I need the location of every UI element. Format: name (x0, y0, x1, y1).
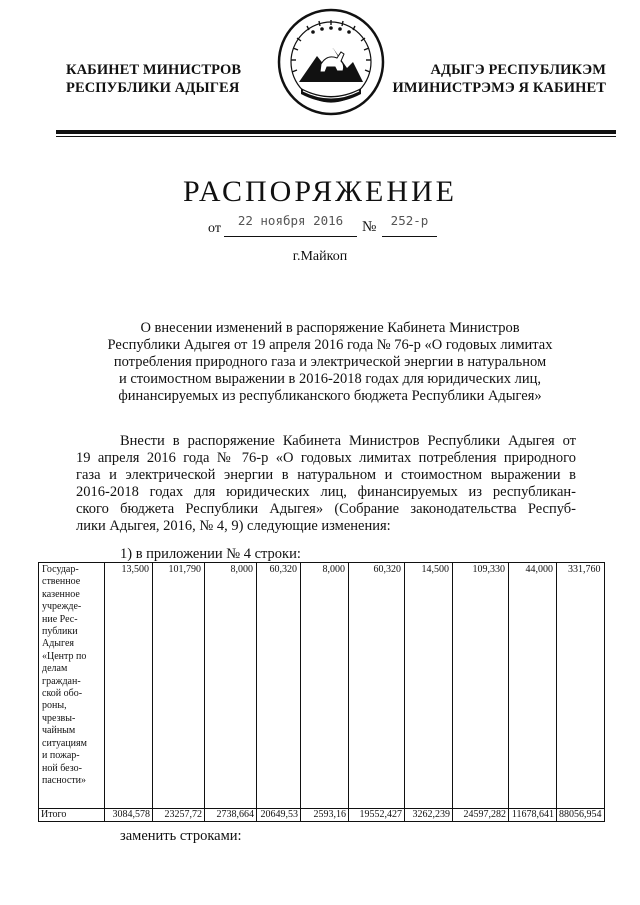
name-line: казенное (42, 588, 80, 600)
subject-line: Республики Адыгея от 19 апреля 2016 года № 76-р «О годовых лимитах (107, 337, 553, 353)
table-cell: 23257,72 (153, 809, 205, 822)
header-right (393, 61, 606, 97)
table-cell: 331,760 (557, 563, 605, 809)
replace-text: заменить строками: (120, 828, 242, 844)
table-cell: 14,500 (405, 563, 453, 809)
document-subject (60, 320, 600, 405)
name-line: Государ- (42, 564, 79, 575)
table-cell: 13,500 (105, 563, 153, 809)
header-right-line1: АДЫГЭ РЕСПУБЛИКЭМ (430, 62, 606, 78)
date-from-label: от (208, 221, 221, 236)
name-line: чайным (42, 725, 76, 737)
name-line: ственное (42, 576, 81, 588)
name-line: чрезвы- (42, 712, 76, 724)
table-row-total (39, 809, 605, 822)
name-line: ской обо- (42, 688, 83, 700)
table-cell: 8,000 (301, 563, 349, 809)
table-cell: 3084,578 (105, 809, 153, 822)
number-label: № (362, 219, 377, 235)
subject-line: О внесении изменений в распоряжение Кабинета Министров (140, 320, 520, 336)
coat-of-arms-emblem (277, 8, 385, 116)
table-cell-name (39, 563, 105, 809)
name-line: роны, (42, 700, 67, 712)
name-line: публики (42, 626, 78, 638)
table-cell: 60,320 (349, 563, 405, 809)
limits-table (38, 562, 605, 822)
table-cell: 8,000 (205, 563, 257, 809)
table-row (39, 563, 605, 809)
header-right-line2: ИМИНИСТРЭМЭ Я КАБИНЕТ (392, 80, 606, 96)
body-paragraph (76, 433, 576, 535)
subject-line: и стоимостном выражении в 2016-2018 годах для юридических лиц, (118, 371, 541, 387)
table-cell: 3262,239 (405, 809, 453, 822)
document-number: 252-р (390, 213, 429, 228)
table-cell: 44,000 (509, 563, 557, 809)
body-line: Внести в распоряжение Кабинета Министров Республики Адыгея от (120, 433, 576, 449)
body-line: 2016-2018 годах для юридических лиц, финансируемых из республикан- (76, 484, 576, 500)
table-cell: 88056,954 (557, 809, 605, 822)
table-cell: 11678,641 (509, 809, 557, 822)
name-line: «Центр по (42, 650, 87, 662)
table-cell: 20649,53 (257, 809, 301, 822)
table-cell: 60,320 (257, 563, 301, 809)
table-cell: 2593,16 (301, 809, 349, 822)
table-cell: 101,790 (153, 563, 205, 809)
name-line: ние Рес- (42, 613, 78, 625)
body-line: газа и электрической энергии в натуральном и стоимостном выражении в (76, 467, 576, 483)
table-cell: 109,330 (453, 563, 509, 809)
name-line: и пожар- (42, 750, 80, 762)
name-line: ситуациям (42, 737, 87, 749)
name-line: делам (42, 663, 68, 675)
name-line: пасности» (42, 774, 86, 786)
document-date: 22 ноября 2016 (237, 213, 344, 228)
body-line: лики Адыгея, 2016, № 4, 9) следующие изменения: (76, 518, 391, 534)
body-line: 19 апреля 2016 года № 76-р «О годовых лимитах потребления природного (76, 450, 576, 466)
table-cell: 2738,664 (205, 809, 257, 822)
table-cell-name: Итого (39, 809, 105, 822)
name-line: граждан- (42, 675, 81, 687)
subject-line: финансируемых из республиканского бюджета Республики Адыгея» (118, 388, 542, 404)
header-rule-thin (56, 136, 616, 137)
item-1-text: 1) в приложении № 4 строки: (120, 546, 301, 562)
document-title: РАСПОРЯЖЕНИЕ (182, 175, 458, 208)
name-line: ной безо- (42, 762, 82, 774)
header-left (66, 61, 241, 97)
table-cell: 24597,282 (453, 809, 509, 822)
table-cell: 19552,427 (349, 809, 405, 822)
header-left-line1: КАБИНЕТ МИНИСТРОВ (66, 62, 242, 78)
header-rule-thick (56, 130, 616, 134)
name-line: учрежде- (42, 601, 82, 613)
name-line: Адыгея (42, 638, 75, 650)
subject-line: потребления природного газа и электрической энергии в натуральном (113, 354, 547, 370)
city: г.Майкоп (292, 249, 348, 264)
header-left-line2: РЕСПУБЛИКИ АДЫГЕЯ (66, 80, 240, 96)
body-line: ского бюджета Республики Адыгея» (Собрание законодательства Респуб- (76, 501, 576, 517)
